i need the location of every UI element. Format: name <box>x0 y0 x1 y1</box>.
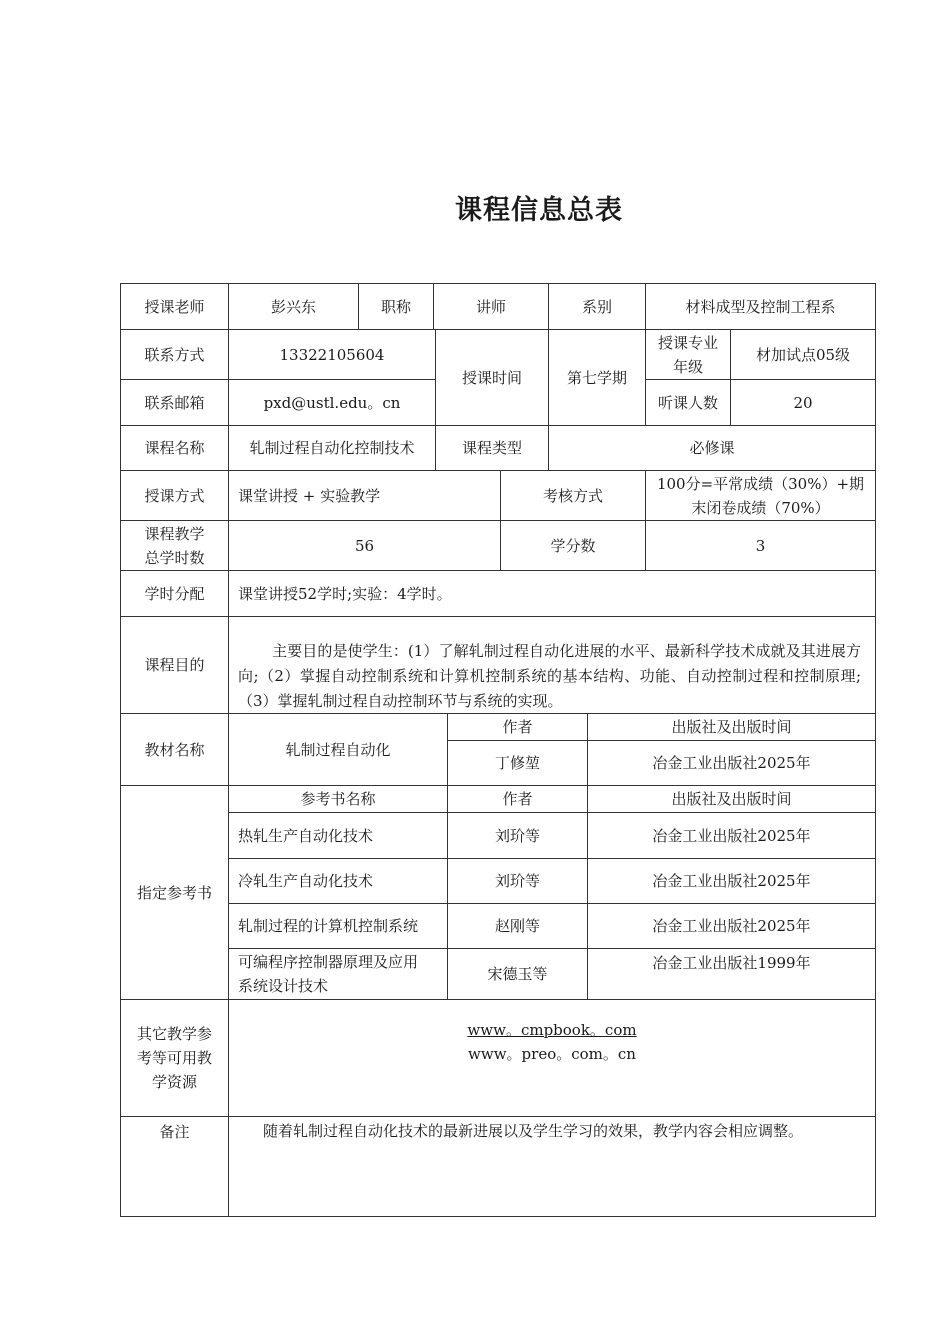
references-publisher-header: 出版社及出版时间 <box>587 785 876 813</box>
teaching-mode-value: 课堂讲授 + 实验教学 <box>228 470 501 521</box>
major-value: 材加试点05级 <box>730 329 876 380</box>
dept-value: 材料成型及控制工程系 <box>645 283 876 330</box>
major-label <box>645 329 731 380</box>
email-value: pxd@ustl.edu。cn <box>228 379 436 426</box>
hours-value: 56 <box>228 520 501 571</box>
resources-label-line3: 学资源 <box>151 1073 197 1091</box>
students-label: 听课人数 <box>645 379 731 426</box>
contact-value: 13322105604 <box>228 329 436 380</box>
email-label: 联系邮箱 <box>120 379 229 426</box>
page-title: 课程信息总表 <box>455 195 623 226</box>
references-name-header: 参考书名称 <box>228 785 448 813</box>
reference-row-4-name <box>228 948 448 1000</box>
textbook-author: 丁修堃 <box>447 740 588 786</box>
dept-label: 系别 <box>548 283 646 330</box>
assessment-label: 考核方式 <box>500 470 646 521</box>
contact-label: 联系方式 <box>120 329 229 380</box>
textbook-publisher: 冶金工业出版社2025年 <box>587 740 876 786</box>
purpose-text: 主要目的是使学生：(1）了解轧制过程自动化进展的水平、最新科学技术成就及其进展方向;（2）掌握自动控制系统和计算机控制系统的基本结构、功能、自动控制过程和控制原理;（3）掌握轧制过程自动控制环节与系统的实现。 <box>238 642 861 710</box>
schedule-value: 第七学期 <box>548 329 646 426</box>
purpose-label: 课程目的 <box>120 616 229 714</box>
reference-row-4-author: 宋德玉等 <box>447 948 588 1000</box>
hours-label <box>120 520 229 571</box>
reference-row-3-author: 赵刚等 <box>447 903 588 949</box>
resources-label <box>120 999 229 1117</box>
credits-value: 3 <box>645 520 876 571</box>
resources-box <box>228 999 876 1117</box>
teacher-value: 彭兴东 <box>228 283 359 330</box>
course-name-value: 轧制过程自动化控制技术 <box>228 425 436 471</box>
reference-row-4-publisher: 冶金工业出版社1999年 <box>587 948 876 1000</box>
references-author-header: 作者 <box>447 785 588 813</box>
teacher-label: 授课老师 <box>120 283 229 330</box>
textbook-author-header: 作者 <box>447 713 588 741</box>
allocation-label: 学时分配 <box>120 570 229 617</box>
course-type-value: 必修课 <box>548 425 876 471</box>
schedule-label: 授课时间 <box>435 329 549 426</box>
textbook-publisher-header: 出版社及出版时间 <box>587 713 876 741</box>
allocation-value: 课堂讲授52学时;实验：4学时。 <box>228 570 876 617</box>
resources-label-line1: 其它教学参 <box>136 1025 212 1043</box>
reference-row-4-name-line1: 可编程序控制器原理及应用 <box>238 953 419 971</box>
resource-link-cmpbook[interactable]: www。cmpbook。com <box>467 1021 637 1039</box>
purpose-text-box <box>228 616 876 714</box>
reference-row-1-publisher: 冶金工业出版社2025年 <box>587 812 876 859</box>
reference-row-3-publisher: 冶金工业出版社2025年 <box>587 903 876 949</box>
textbook-name: 轧制过程自动化 <box>228 713 448 786</box>
hours-label-line1: 课程教学 <box>144 524 205 543</box>
hours-label-line2: 总学时数 <box>144 548 205 567</box>
assessment-line2: 末闭卷成绩（70%） <box>691 498 830 517</box>
rank-value: 讲师 <box>433 283 549 330</box>
reference-row-2-publisher: 冶金工业出版社2025年 <box>587 858 876 904</box>
resource-link-preo[interactable]: www。preo。com。cn <box>468 1045 636 1063</box>
reference-row-2-author: 刘玠等 <box>447 858 588 904</box>
assessment-line1: 100分=平常成绩（30%）+期 <box>656 474 865 493</box>
resources-label-line2: 考等可用教 <box>136 1049 212 1067</box>
references-label: 指定参考书 <box>120 785 229 1000</box>
reference-row-1-author: 刘玠等 <box>447 812 588 859</box>
reference-row-1-name: 热轧生产自动化技术 <box>228 812 448 859</box>
major-label-line1: 授课专业 <box>657 333 718 352</box>
course-type-label: 课程类型 <box>435 425 549 471</box>
reference-row-3-name: 轧制过程的计算机控制系统 <box>228 903 448 949</box>
assessment-value <box>645 470 876 521</box>
remarks-text: 随着轧制过程自动化技术的最新进展以及学生学习的效果，教学内容会相应调整。 <box>228 1116 876 1217</box>
credits-label: 学分数 <box>500 520 646 571</box>
course-name-label: 课程名称 <box>120 425 229 471</box>
students-value: 20 <box>730 379 876 426</box>
major-label-line2: 年级 <box>672 357 703 376</box>
teaching-mode-label: 授课方式 <box>120 470 229 521</box>
reference-row-2-name: 冷轧生产自动化技术 <box>228 858 448 904</box>
rank-label: 职称 <box>358 283 434 330</box>
remarks-label: 备注 <box>120 1116 229 1217</box>
textbook-label: 教材名称 <box>120 713 229 786</box>
reference-row-4-name-line2: 系统设计技术 <box>238 977 329 995</box>
